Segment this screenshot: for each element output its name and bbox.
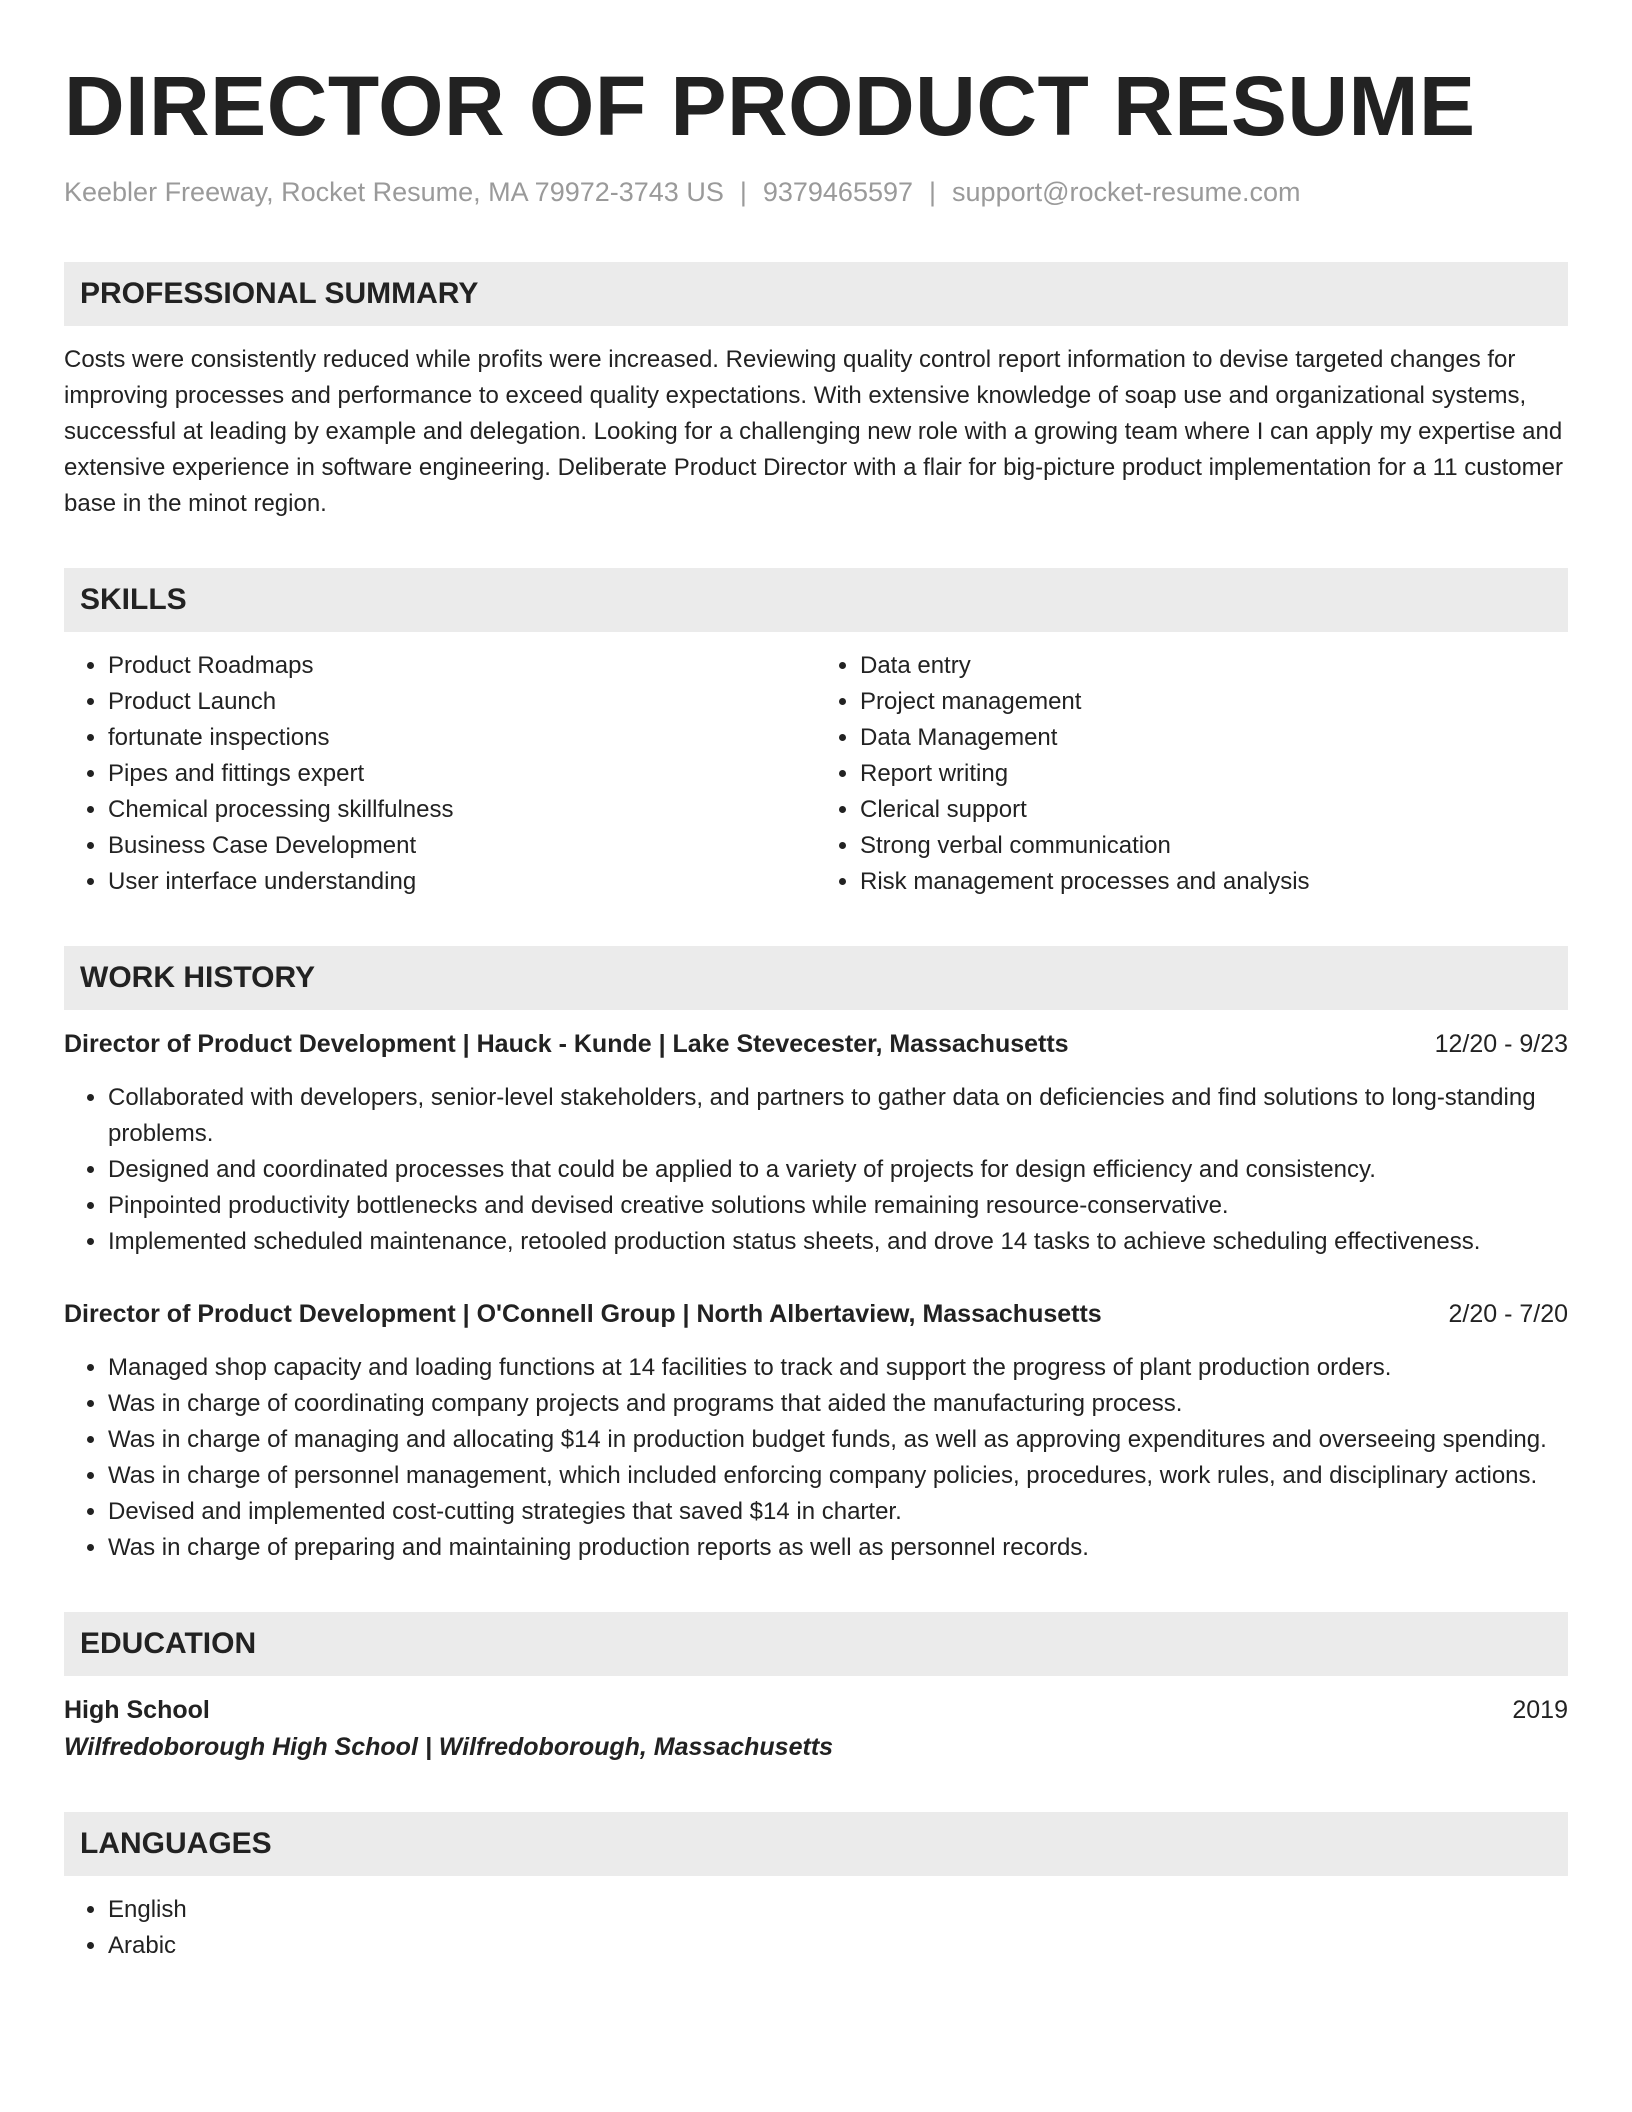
skill-item: • Report writing: [860, 756, 1568, 792]
job-bullet: • Designed and coordinated processes that could be applied to a variety of projects for design efficiency and consistency.: [108, 1152, 1568, 1188]
contact-address: Keebler Freeway, Rocket Resume, MA 79972-3743 US: [64, 177, 724, 207]
skills-section: [64, 568, 1568, 900]
skills-column-right: [816, 648, 1568, 900]
job-bullet: • Collaborated with developers, senior-level stakeholders, and partners to gather data on deficiencies and find solutions to long-standing problems.: [108, 1080, 1568, 1152]
contact-email: support@rocket-resume.com: [952, 177, 1301, 207]
contact-line: [64, 174, 1568, 210]
languages-section: [64, 1812, 1568, 1964]
job-entry: [64, 1296, 1568, 1566]
job-title: Director of Product Development | O'Connell Group | North Albertaview, Massachusetts: [64, 1300, 1102, 1328]
language-item: • English: [108, 1892, 1568, 1928]
skill-item: • Risk management processes and analysis: [860, 864, 1568, 900]
skill-item: • Clerical support: [860, 792, 1568, 828]
skill-item: • Chemical processing skillfulness: [108, 792, 816, 828]
job-bullet: • Implemented scheduled maintenance, retooled production status sheets, and drove 14 tasks to achieve scheduling effectiveness.: [108, 1224, 1568, 1260]
skill-item: • Data entry: [860, 648, 1568, 684]
job-bullet: • Was in charge of managing and allocating $14 in production budget funds, as well as approving expenditures and overseeing spending.: [108, 1422, 1568, 1458]
skill-item: • Business Case Development: [108, 828, 816, 864]
education-school: Wilfredoborough High School | Wilfredoborough, Massachusetts: [64, 1733, 834, 1761]
skill-item: • Strong verbal communication: [860, 828, 1568, 864]
contact-phone: 9379465597: [762, 177, 914, 207]
contact-separator: |: [739, 177, 747, 207]
job-bullet: • Was in charge of coordinating company projects and programs that aided the manufacturing process.: [108, 1386, 1568, 1422]
job-bullet: • Was in charge of preparing and maintaining production reports as well as personnel records.: [108, 1530, 1568, 1566]
job-dates: 2/20 - 7/20: [1448, 1300, 1568, 1328]
education-section: [64, 1612, 1568, 1766]
skill-item: • Product Roadmaps: [108, 648, 816, 684]
skill-item: • fortunate inspections: [108, 720, 816, 756]
language-item: • Arabic: [108, 1928, 1568, 1964]
skills-heading: SKILLS: [64, 568, 1568, 632]
contact-separator: |: [929, 177, 937, 207]
summary-heading: PROFESSIONAL SUMMARY: [64, 262, 1568, 326]
job-bullet: • Pinpointed productivity bottlenecks and devised creative solutions while remaining resource-conservative.: [108, 1188, 1568, 1224]
skill-item: • Data Management: [860, 720, 1568, 756]
job-title: Director of Product Development | Hauck - Kunde | Lake Stevecester, Massachusetts: [64, 1030, 1069, 1058]
work-history-heading: WORK HISTORY: [64, 946, 1568, 1010]
skills-column-left: [64, 648, 816, 900]
languages-heading: LANGUAGES: [64, 1812, 1568, 1876]
job-bullet: • Devised and implemented cost-cutting strategies that saved $14 in charter.: [108, 1494, 1568, 1530]
summary-section: [64, 262, 1568, 522]
job-dates: 12/20 - 9/23: [1434, 1030, 1568, 1058]
skill-item: • Pipes and fittings expert: [108, 756, 816, 792]
skill-item: • Product Launch: [108, 684, 816, 720]
skill-item: • Project management: [860, 684, 1568, 720]
education-degree: High School: [64, 1696, 210, 1724]
work-history-section: [64, 946, 1568, 1566]
job-bullet: • Managed shop capacity and loading functions at 14 facilities to track and support the progress of plant production orders.: [108, 1350, 1568, 1386]
education-heading: EDUCATION: [64, 1612, 1568, 1676]
job-entry: [64, 1026, 1568, 1260]
education-year: 2019: [1512, 1696, 1568, 1724]
skill-item: • User interface understanding: [108, 864, 816, 900]
resume-title: DIRECTOR OF PRODUCT RESUME: [64, 59, 1476, 153]
job-bullet: • Was in charge of personnel management, which included enforcing company policies, procedures, work rules, and disciplinary actions.: [108, 1458, 1568, 1494]
summary-text: Costs were consistently reduced while profits were increased. Reviewing quality control report information to devise targeted changes for improving processes and performance to exceed quality expectations. With extensive knowledge of soap use and organizational systems, successful at leading by example and delegation. Looking for a challenging new role with a growing team where I can apply my expertise and extensive experience in software engineering. Deliberate Product Director with a flair for big-picture product implementation for a 11 customer base in the minot region.: [64, 346, 1563, 517]
